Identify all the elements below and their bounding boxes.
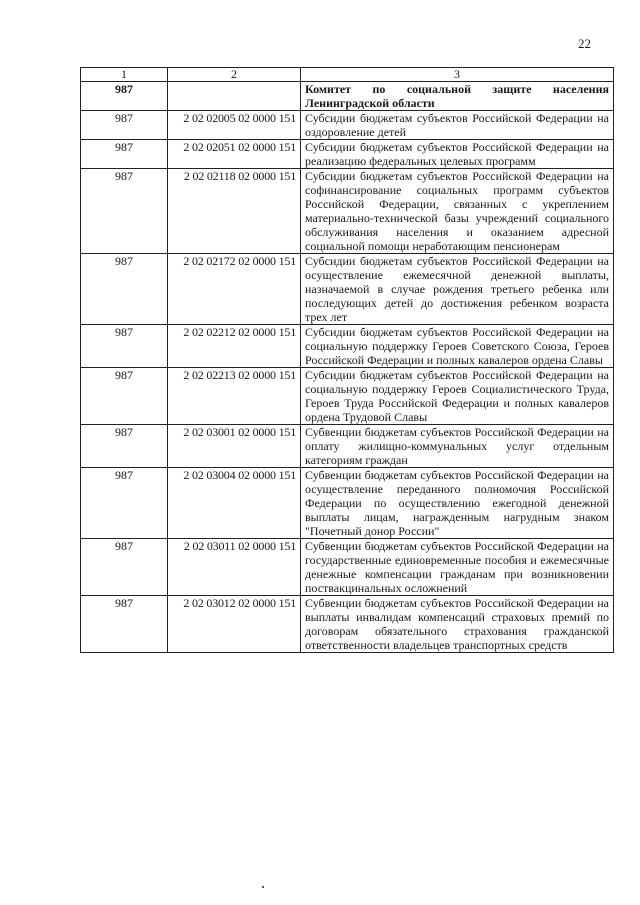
- kbk-code-cell: 2 02 02005 02 0000 151: [168, 111, 301, 140]
- table-row: [81, 539, 614, 596]
- table-row: [81, 254, 614, 325]
- revenue-name-cell: [301, 325, 614, 368]
- scan-speck: [262, 886, 264, 888]
- column-header-2: 2: [168, 68, 301, 82]
- kbk-code-cell: 2 02 03001 02 0000 151: [168, 425, 301, 468]
- revenue-name-text: Субвенции бюджетам субъектов Российской Федерации на оплату жилищно-коммунальных услуг отдельным категориям граждан: [305, 425, 609, 467]
- table-row: [81, 425, 614, 468]
- admin-code-cell: 987: [81, 468, 168, 539]
- committee-row: [81, 82, 614, 111]
- kbk-code-cell: 2 02 02213 02 0000 151: [168, 368, 301, 425]
- revenue-name-cell: [301, 596, 614, 653]
- table-row: [81, 325, 614, 368]
- kbk-code-cell: 2 02 02118 02 0000 151: [168, 169, 301, 254]
- committee-empty-cell: [168, 82, 301, 111]
- revenue-name-cell: [301, 140, 614, 169]
- admin-code-cell: 987: [81, 325, 168, 368]
- revenue-name-text: Субсидии бюджетам субъектов Российской Федерации на оздоровление детей: [305, 111, 609, 139]
- admin-code-cell: 987: [81, 254, 168, 325]
- revenue-name-text: Субсидии бюджетам субъектов Российской Федерации на реализацию федеральных целевых программ: [305, 140, 609, 168]
- table-row: [81, 169, 614, 254]
- kbk-code-cell: 2 02 02212 02 0000 151: [168, 325, 301, 368]
- budget-revenue-table: [80, 67, 614, 653]
- table-row: [81, 468, 614, 539]
- revenue-name-cell: [301, 425, 614, 468]
- revenue-name-text: Субвенции бюджетам субъектов Российской Федерации на осуществление переданного полномочия Российской Федерации по осуществлению ежегодной денежной выплаты лицам, награжденным нагрудным знаком "Почетный донор России": [305, 468, 609, 538]
- admin-code-cell: 987: [81, 368, 168, 425]
- revenue-name-text: Субсидии бюджетам субъектов Российской Федерации на социальную поддержку Героев Советского Союза, Героев Российской Федерации и полных кавалеров ордена Славы: [305, 325, 609, 367]
- committee-name: Комитет по социальной защите населения Ленинградской области: [305, 82, 609, 110]
- revenue-name-text: Субвенции бюджетам субъектов Российской Федерации на государственные единовременные пособия и ежемесячные денежные компенсации гражданам при возникновении поствакцинальных осложнений: [305, 539, 609, 595]
- revenue-name-cell: [301, 111, 614, 140]
- admin-code-cell: 987: [81, 111, 168, 140]
- kbk-code-cell: 2 02 02051 02 0000 151: [168, 140, 301, 169]
- admin-code-cell: 987: [81, 140, 168, 169]
- page-number: 22: [578, 36, 591, 51]
- revenue-name-cell: [301, 539, 614, 596]
- revenue-name-text: Субсидии бюджетам субъектов Российской Федерации на софинансирование социальных программ субъектов Российской Федерации, связанных с укреплением материально-технической базы учреждений социального обслуживания населения и оказанием адресной социальной помощи неработающим пенсионерам: [305, 169, 609, 253]
- committee-code: 987: [81, 82, 168, 111]
- revenue-name-cell: [301, 368, 614, 425]
- revenue-name-text: Субсидии бюджетам субъектов Российской Федерации на социальную поддержку Героев Социалистического Труда, Героев Труда Российской Федерации и полных кавалеров ордена Трудовой Славы: [305, 368, 609, 424]
- kbk-code-cell: 2 02 03012 02 0000 151: [168, 596, 301, 653]
- table-row: [81, 596, 614, 653]
- kbk-code-cell: 2 02 02172 02 0000 151: [168, 254, 301, 325]
- revenue-name-cell: [301, 254, 614, 325]
- table-row: [81, 368, 614, 425]
- kbk-code-cell: 2 02 03011 02 0000 151: [168, 539, 301, 596]
- table-body: [81, 111, 614, 653]
- table-header-row: [81, 68, 614, 82]
- admin-code-cell: 987: [81, 425, 168, 468]
- kbk-code-cell: 2 02 03004 02 0000 151: [168, 468, 301, 539]
- column-header-1: 1: [81, 68, 168, 82]
- table-row: [81, 140, 614, 169]
- committee-name-cell: [301, 82, 614, 111]
- admin-code-cell: 987: [81, 596, 168, 653]
- admin-code-cell: 987: [81, 169, 168, 254]
- column-header-3: 3: [301, 68, 614, 82]
- revenue-name-text: Субсидии бюджетам субъектов Российской Федерации на осуществление ежемесячной денежной выплаты, назначаемой в случае рождения третьего ребенка или последующих детей до достижения ребенком возраста трех лет: [305, 254, 609, 324]
- revenue-name-cell: [301, 169, 614, 254]
- revenue-name-cell: [301, 468, 614, 539]
- table-row: [81, 111, 614, 140]
- revenue-name-text: Субвенции бюджетам субъектов Российской Федерации на выплаты инвалидам компенсаций страховых премий по договорам обязательного страхования гражданской ответственности владельцев транспортных средств: [305, 596, 609, 652]
- admin-code-cell: 987: [81, 539, 168, 596]
